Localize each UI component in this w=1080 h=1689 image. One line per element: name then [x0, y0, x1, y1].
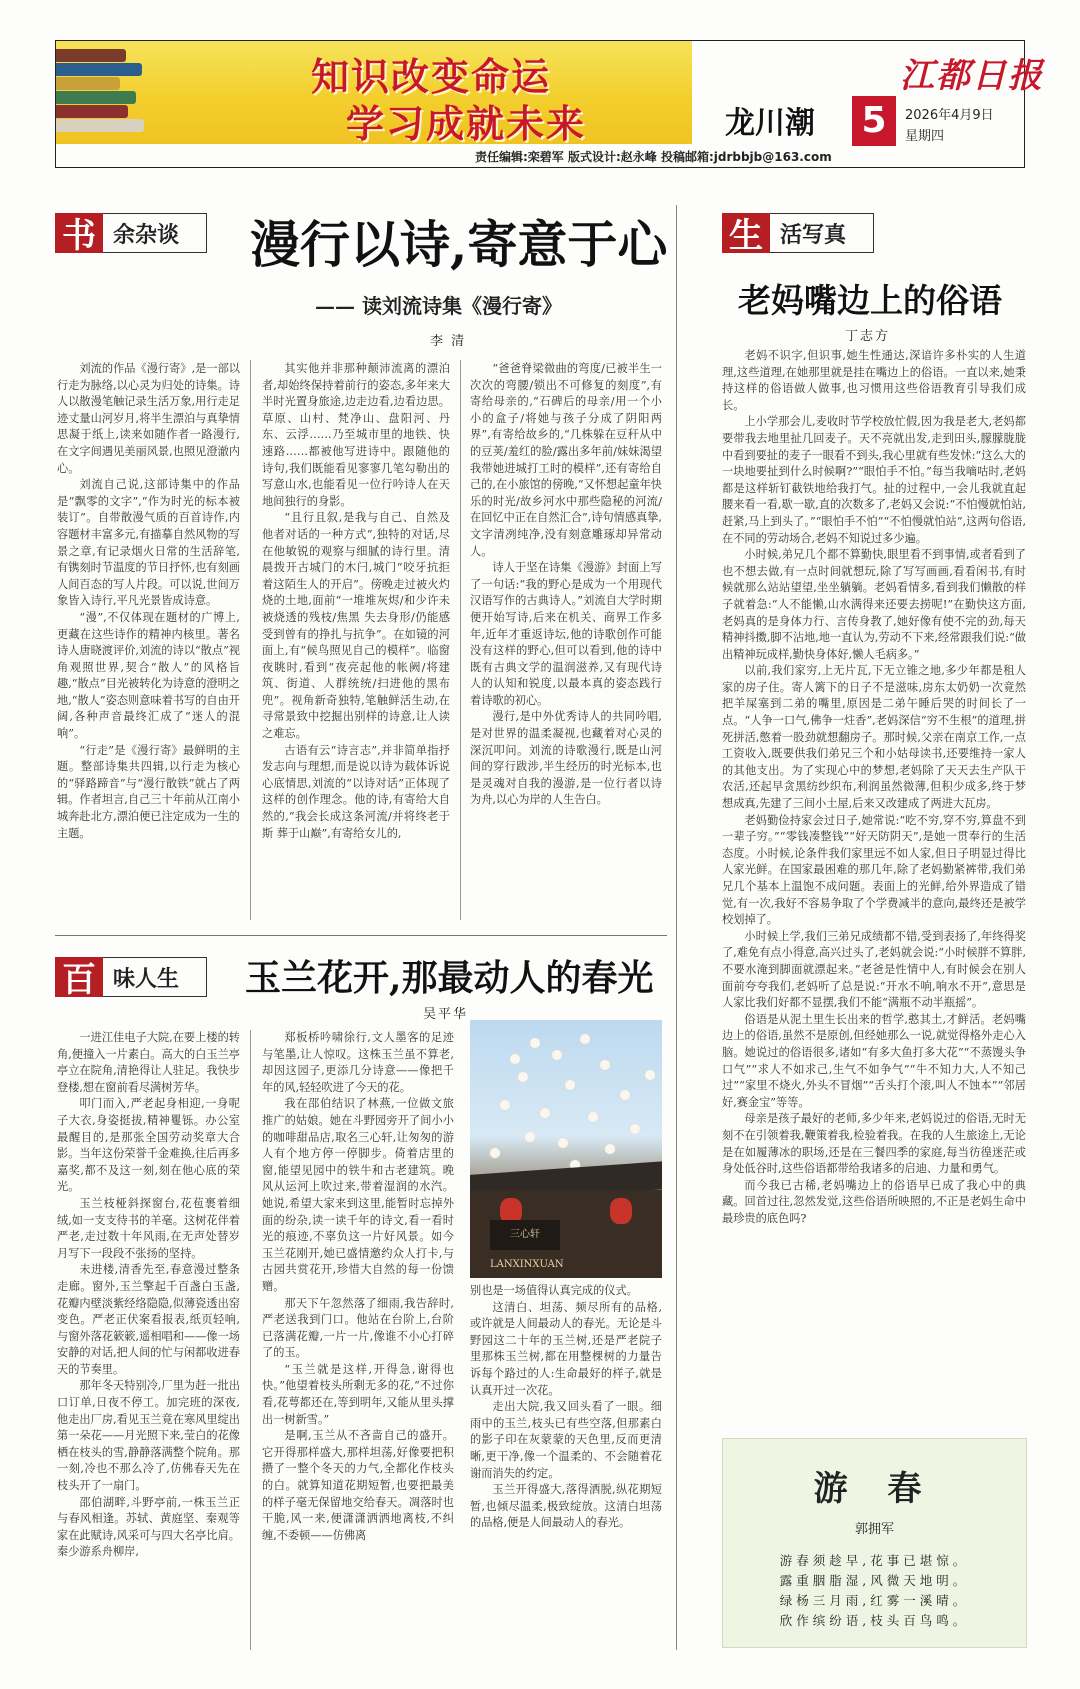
poem-author: 郭拥军 — [854, 1522, 894, 1537]
article2-title: 老妈嘴边上的俗语 — [738, 281, 1002, 320]
column-tag-books — [55, 213, 207, 256]
paragraph: 刘流的作品《漫行寄》,是一部以行走为脉络,以心灵为归处的诗集。诗人以散漫笔触记录生活万象,用行走足迹丈量山河岁月,将半生漂泊与真挚情思凝于纸上,读来如随作者一路漫行,在文字间遇见美丽风景,也照见澄澈内心。 — [57, 362, 240, 475]
poem-title: 游 春 — [813, 1469, 936, 1509]
article3-column-2 — [262, 1030, 454, 1544]
article1-column-1 — [57, 361, 240, 842]
paragraph: 我在邵伯结识了林燕,一位做文旅推广的姑娘。她在斗野园旁开了间小小的咖啡甜品店,取名三心轩,让匆匆的游人有个地方停一停脚步。倚着店里的窗,能望见园中的铁牛和古老建筑。晚风从运河上吹过来,带着湿润的水汽。她说,希望大家来到这里,能暂时忘掉外面的纷杂,读一读千年的诗文,看一看时光的痕迹,不辜负这一片好风景。如今玉兰花刚开,她已盛情邀约众人打卡,与古园共赏花开,珍惜大自然的每一份馈赠。 — [262, 1097, 454, 1293]
column-tag-label: 余杂谈 — [113, 222, 180, 248]
newspaper-logo: 江都日报 — [900, 56, 1044, 96]
slogan-line2: 学习成就未来 — [346, 102, 587, 144]
column-tag-life — [55, 957, 207, 1000]
paragraph: 母亲是孩子最好的老师,多少年来,老妈说过的俗语,无时无刻不在引领着我,鞭策着我,检验着我。在我的人生旅途上,无论是在如履薄冰的职场,还是在三餐四季的家庭,每当彷徨迷茫或身处低谷时,这些俗语都带给我诸多的启迪、力量和勇气。 — [722, 1112, 1026, 1176]
books-graphic — [56, 41, 146, 144]
slogan-line1: 知识改变命运 — [311, 55, 552, 99]
lantern — [610, 1198, 632, 1224]
column-divider — [250, 1030, 251, 1650]
paragraph: 上小学那会儿,麦收时节学校放忙假,因为我是老大,老妈都要带我去地里扯几回麦子。天不亮就出发,走到田头,朦朦胧胧中看到要扯的麦子一眼看不到头,我心里就有些发怵:“这么大的一块地要扯到什么时候啊?”“眼怕手不怕。”每当我嘀咕时,老妈都是这样斩钉截铁地给我打气。扯的过程中,一会儿我就直起腰来看一看,歇一歇,直的次数多了,老妈又会说:“不怕慢就怕站,赶紧,马上到头了。”“眼怕手不怕”“不怕慢就怕站”,这两句俗语,在不同的劳动场合,老妈不知说过多少遍。 — [722, 415, 1026, 545]
paragraph: 一进江佳电子大院,在要上楼的转角,便撞入一片素白。高大的白玉兰亭亭立在院角,清艳得让人驻足。我快步登楼,想在窗前看尽满树芳华。 — [57, 1031, 240, 1094]
paragraph: “爸爸脊梁微曲的弯度/已被半生一次次的弯腰/锁出不可修复的刻度”,有寄给母亲的,“石碑后的母亲/用一个小小的盒子/将她与孩子分成了阴阳两界”,有寄给故乡的,“几株躲在豆秆从中的豆荚/羞红的脸/露出多年前/妹妹渴望我带她进城打工时的模样”,还有寄给自己的,在小旅馆的傍晚,“又怀想起童年快乐的时光/故乡河水中那些隐秘的河流/在回忆中正在自然汇合”,诗句情感真挚,文字清冽纯净,没有刻意雕琢却异常动人。 — [470, 362, 662, 558]
article2-author: 丁志方 — [845, 329, 891, 344]
column-tag-label: 活写真 — [780, 222, 847, 248]
article1-title: 漫行以诗,寄意于心 — [250, 215, 668, 274]
magnolia-photo — [470, 1020, 662, 1278]
paragraph: “行走”是《漫行寄》最鲜明的主题。整部诗集共四辑,以行走为核心的“驿路蹄音”与“漫行散铁”就占了两辑。作者坦言,自己三十年前从江南小城奔赴北方,漂泊便已注定成为一生的主题。 — [57, 743, 240, 840]
article3-author: 吴平华 — [423, 1007, 469, 1022]
paragraph: 诗人于坚在诗集《漫游》封面上写了一句话:“我的野心是成为一个用现代汉语写作的古典诗人。”刘流自大学时期便开始写诗,后来在机关、商界工作多年,近年才重返诗坛,他的诗歌创作可能没有这样的野心,但可以看到,他的诗中既有古典文学的温润滋养,又有现代诗人的认知和锐度,以最本真的姿态践行着诗歌的初心。 — [470, 561, 662, 707]
poem-line: 游春须趁早,花事已堪惊。 — [779, 1553, 970, 1568]
column-tag-label: 味人生 — [113, 966, 180, 992]
paragraph: 玉兰枝桠斜探窗台,花苞裹着细绒,如一支支待书的羊毫。这树花伴着严老,走过数十年风雨,在无声处替岁月写下一段段不张扬的坚持。 — [57, 1196, 240, 1260]
paragraph: 俗语是从泥土里生长出来的哲学,憨其土,才鲜活。老妈嘴边上的俗语,虽然不是原创,但经她那么一说,就觉得格外走心入脑。她说过的俗语很多,诸如“有多大鱼打多大花”“不蒸馒头争口气”“求人不如求己,生气不如争气”“牛不知力大,人不知己过”“家里不烧火,外头不冒烟”“舌头打个滚,叫人不蚀本”“邻居好,赛金宝”等等。 — [722, 1012, 1026, 1109]
paragraph: 郑板桥吟啸徐行,文人墨客的足迹与笔墨,让人惊叹。这株玉兰虽不算老,却因这园子,更添几分诗意——像把千年的风,轻轻吹进了今天的花。 — [262, 1031, 454, 1094]
poem-line: 绿杨三月雨,红雾一溪晴。 — [779, 1593, 970, 1608]
paragraph: 这清白、坦荡、频尽所有的品格,或许就是人间最动人的春光。无论是斗野园这二十年的玉兰树,还是严老院子里那株玉兰树,都在用整棵树的力量告诉每个路过的人:生命最好的样子,就是认真开过一次花。 — [470, 1300, 662, 1397]
poem-line: 欣作缤纷语,枝头百鸟鸣。 — [779, 1613, 970, 1628]
paragraph: 那天下午忽然落了细雨,我告辞时,严老送我到门口。他站在台阶上,台阶已落满花瓣,一片一片,像谁不小心打碎了的玉。 — [262, 1296, 454, 1360]
section-name: 龙川潮 — [725, 106, 815, 141]
paragraph: 老妈勤俭持家会过日子,她常说:“吃不穷,穿不穷,算盘不到一辈子穷。”“零钱凑整钱”“好天防阴天”,是她一贯奉行的生活态度。小时候,论条件我们家里远不如人家,但日子明显过得比人家光鲜。在国家最困难的那几年,除了老妈勤紧裤带,我们弟兄几个基本上温饱不成问题。表面上的光鲜,给外界造成了错觉,有一次,我好不容易争取了个学费减半的意向,最终还是被学校划掉了。 — [722, 813, 1026, 927]
poem-box — [722, 1438, 1027, 1648]
article3-column-3 — [470, 1283, 662, 1532]
paragraph: 叩门而入,严老起身相迎,一身呢子大衣,身姿挺拔,精神矍铄。办公室最醒目的,是那张全国劳动奖章大合影。当年这份荣誉千金难换,往后再多嘉奖,都不及这一刻,刻在他心底的荣光。 — [57, 1097, 240, 1194]
paragraph-continued: 别也是一场值得认真完成的仪式。 — [470, 1284, 638, 1297]
paragraph: 以前,我们家穷,上无片瓦,下无立锥之地,多少年都是租人家的房子住。寄人篱下的日子不是滋味,房东太奶奶一次竟然把羊屎塞到二弟的嘴里,原因是二弟午睡后哭的时间长了一点。“人争一口气,佛争一炷香”,老妈深信“穷不生根”的道理,拼死拼活,憋着一股劲就想翻房子。那时候,父亲在南京工作,一点工资收入,既要供我们弟兄三个和小姑母读书,还要维持一家人的其他支出。为了实现心中的梦想,老妈除了天天去生产队干农活,还起早贪黑纺纱织布,利润虽然微薄,但积少成多,终于梦想成真,先建了三间小土屋,后来又改建成了两进大瓦房。 — [722, 664, 1026, 811]
column-divider — [250, 360, 251, 920]
paragraph: 古语有云“诗言志”,并非简单指抒发志向与理想,而是说以诗为载体诉说心底情思,刘流的“以诗对话”正体现了这样的创作理念。他的诗,有寄给大自然的,“我会长成这条河流/并将终老于斯 葬于山巅”,有寄给女儿的, — [262, 743, 450, 840]
paragraph: 那年冬天特别冷,厂里为赶一批出口订单,日夜不停工。加完班的深夜,他走出厂房,看见玉兰竟在寒风里绽出第一朵花——月光照下来,莹白的花像栖在枝头的雪,静静落满整个院角。那一刻,冷也不那么冷了,仿佛春天先在枝头开了一扇门。 — [57, 1379, 240, 1493]
shop-sign: 三心轩 LANXINXUAN — [490, 1220, 560, 1250]
paragraph: 是啊,玉兰从不吝啬自己的盛开。它开得那样盛大,那样坦荡,好像要把积攒了一整个冬天的力气,全都化作枝头的白。就算知道花期短暂,也要把最美的样子毫无保留地交给春天。凋落时也干脆,风一来,便潇潇洒洒地离枝,不纠缠,不委顿——仿佛离 — [262, 1429, 454, 1542]
article1-column-2 — [262, 361, 450, 842]
paragraph: 走出大院,我又回头看了一眼。细雨中的玉兰,枝头已有些空落,但那素白的影子印在灰蒙蒙的天色里,反而更清晰,更干净,像一个温柔的、不会随着花谢而消失的约定。 — [470, 1400, 662, 1480]
article1-column-3 — [470, 361, 662, 809]
column-tag-char: 生 — [722, 213, 770, 253]
paragraph: 未进楼,清香先至,春意漫过整条走廊。窗外,玉兰擎起千百盏白玉盏,花瓣内壁淡紫经络隐隐,似薄瓷透出窑变色。严老正伏案看报表,纸页轻响,与窗外落花簌簌,遥相唱和——像一场安静的对话,把人间的忙与闲都收进春天的节奏里。 — [57, 1263, 240, 1376]
paragraph: 玉兰开得盛大,落得洒脱,纵花期短暂,也倾尽温柔,极致绽放。这清白坦荡的品格,便是人间最动人的春光。 — [470, 1483, 662, 1530]
slogan-banner — [56, 41, 692, 144]
paragraph: “漫”,不仅体现在题材的广博上,更藏在这些诗作的精神内核里。著名诗人唐晓渡评价,刘流的诗以“散点”视角观照世界,契合“散人”的风格旨趣,“散点”目光被转化为诗意的澄明之地,“散人”姿态则意味着书写的自由开阔,各种声音最终汇成了“迷人的混响”。 — [57, 610, 240, 741]
article1-author: 李 清 — [430, 334, 467, 349]
column-divider — [460, 360, 461, 920]
poem-line: 露重胭脂湿,风微天地明。 — [779, 1573, 970, 1588]
column-tag-life-sketch — [722, 213, 874, 256]
article1-subtitle: —— 读刘流诗集《漫行寄》 — [315, 294, 562, 318]
column-divider — [676, 205, 677, 1650]
column-tag-char: 百 — [55, 957, 103, 997]
paragraph: 其实他并非那种颠沛流离的漂泊者,却始终保持着前行的姿态,多年来大半时光置身旅途,边走边看,边看边思。草原、山村、梵净山、盘阳河、丹东、云浮……乃至城市里的地铁、快速路……都被他写进诗中。跟随他的诗句,我们既能看见寥寥几笔勾勒出的写意山水,也能看见一位行吟诗人在天地间独行的身影。 — [262, 362, 450, 508]
paragraph: 老妈不识字,但识事,她生性通达,深谙许多朴实的人生道理,这些道理,在她那里就是挂在嘴边上的俗语。一直以来,她秉持这样的俗语做人做事,也习惯用这些俗语教育引导我们成长。 — [722, 349, 1026, 412]
paragraph: “且行且叙,是我与自己、自然及他者对话的一种方式”,独特的对话,尽在他敏锐的观察与细腻的诗行里。清晨拨开古城门的木闩,城门“咬牙抗拒着这陌生人的开启”。傍晚走过被火灼烧的土地,面前“一堆堆灰烬/和少许未被烧透的残枝/焦黑 失去身形/仍能感受到曾有的挣扎与抗争”。在如镜的河面上,有“候鸟照见自己的模样”。临窗夜眺时,看到“夜亮起他的帐阙/将建筑、街道、人群统统/扫进他的黑布兜”。视角新奇独特,笔触鲜活生动,在寻常景致中挖掘出别样的诗意,让人读之难忘。 — [262, 511, 450, 741]
article3-column-1 — [57, 1030, 240, 1561]
editor-credits: 责任编辑:栾碧军 版式设计:赵永峰 投稿邮箱:jdrbbjb@163.com — [475, 150, 832, 164]
paragraph: 而今我已古稀,老妈嘴边上的俗语早已成了我心中的典藏。回首过往,忽然发觉,这些俗语所映照的,不正是老妈生命中最珍贵的底色吗? — [722, 1178, 1026, 1225]
page-number: 5 — [852, 96, 896, 146]
paragraph: 小时候上学,我们三弟兄成绩都不错,受到表扬了,年终得奖了,难免有点小得意,高兴过头了,老妈就会说:“小时候胖不算胖,不要水淹到脚面就漂起来。”老爸是性情中人,有时候会在别人面前夸夸我们,老妈听了总是说:“开水不响,响水不开”,意思是人家比我们好都不显摆,我们不能“满瓶不动半瓶摇”。 — [722, 929, 1026, 1010]
section-divider — [55, 935, 667, 936]
poem-lines — [723, 1551, 1026, 1631]
paragraph: 邵伯湖畔,斗野亭前,一株玉兰正与春风相逢。苏轼、黄庭坚、秦观等家在此赋诗,风采可与四大名亭比肩。秦少游系舟柳岸, — [57, 1495, 240, 1559]
article2-body — [722, 348, 1026, 1227]
article3-title: 玉兰花开,那最动人的春光 — [245, 957, 654, 999]
paragraph: 漫行,是中外优秀诗人的共同吟唱,是对世界的温柔凝视,也藏着对心灵的深沉叩问。刘流的诗歌漫行,既是山河间的穿行跋涉,半生经历的时光标本,也是灵魂对自我的漫游,是一位行者以诗为舟,以心为岸的人生告白。 — [470, 710, 662, 807]
paragraph: 刘流自己说,这部诗集中的作品是“飘零的文字”,“作为时光的标本被装订”。自带散漫气质的百首诗作,内容题材丰富多元,有描摹自然风物的写景之章,有记录烟火日常的生活辞笔,有镌刻时节温度的节日抒怀,也有刻画人间百态的写人片段。可以说,世间万象皆入诗行,平凡光景皆成诗意。 — [57, 478, 240, 608]
paragraph: “玉兰就是这样,开得急,谢得也快。”他望着枝头所剩无多的花,“不过你看,花萼都还在,等到明年,又能从里头撑出一树新雪。” — [262, 1362, 454, 1426]
issue-date: 2026年4月9日 — [905, 108, 994, 123]
issue-weekday: 星期四 — [905, 129, 945, 144]
paragraph: 小时候,弟兄几个都不算勤快,眼里看不到事情,或者看到了也不想去做,有一点时间就想玩,除了写写画画,看看闲书,有时候就那么站站望望,坐坐躺躺。老妈看情多,看到我们懒散的样子就着急:“人不能懒,山水满得来还要去捞呢!”在勤快这方面,老妈真的是身体力行、言传身教了,她好像有使不完的劲,每天精神抖擞,脚不沾地,地一直认为,劳动不下来,经常跟我们说:“做出精神玩成样,勤快身体好,懒人毛病多。” — [722, 548, 1026, 661]
column-tag-char: 书 — [55, 213, 103, 253]
